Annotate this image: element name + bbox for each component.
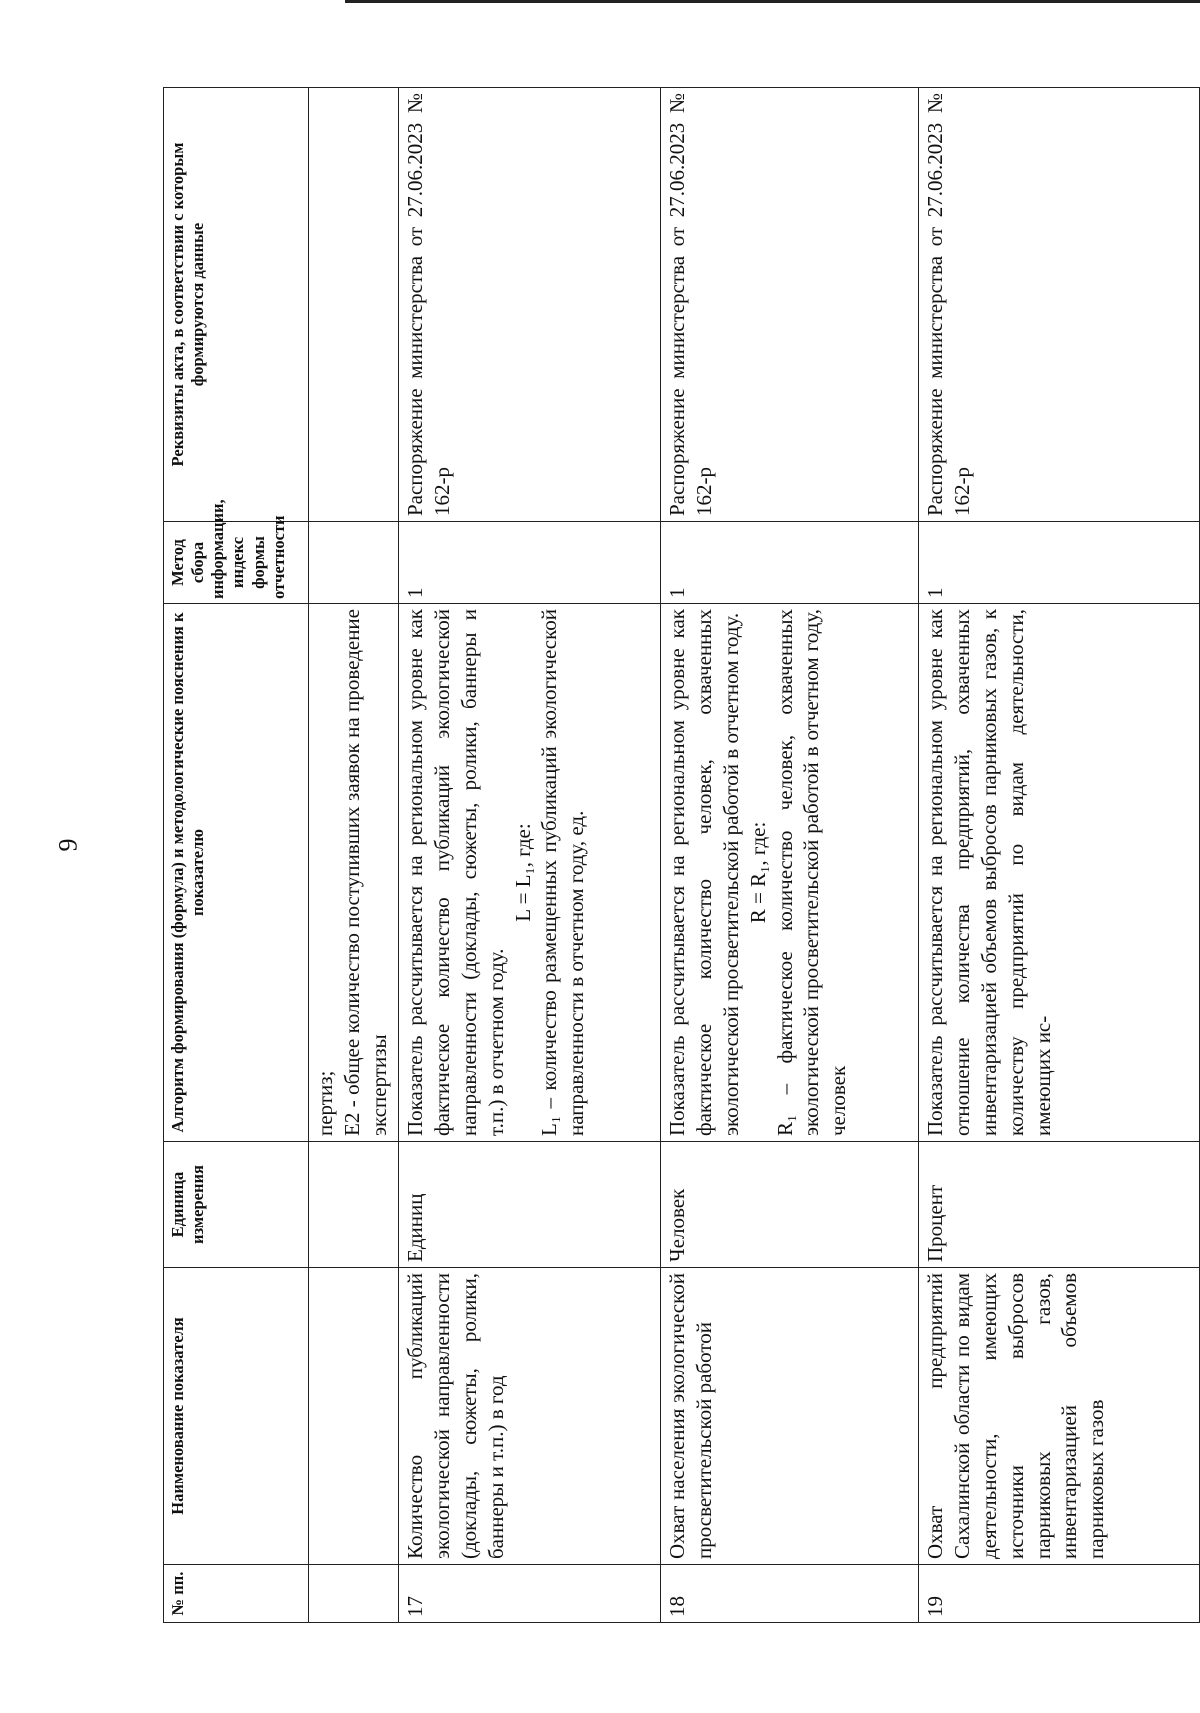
formula: R = R₁, где: [745,821,770,924]
indicator-table [163,87,1200,1623]
cell-unit [309,1142,399,1268]
cell-unit: Процент [919,1142,1200,1268]
table-row-continuation [309,88,399,1623]
header-row [164,88,309,1623]
cell-name: Количество публикаций экологической направленности (доклады, сюжеты, ролики, баннеры и т.п.) в год [399,1268,661,1565]
cell-name: Охват населения экологической просветительской работой [661,1268,919,1565]
algo-text: Показатель рассчитывается на региональном уровне как фактическое количество человек, охваченных экологической просветительской работой в отчетном году. [665,609,743,1136]
cell-algorithm [919,604,1200,1142]
cell-unit: Человек [661,1142,919,1268]
header-num: № пп. [164,1565,309,1623]
cell-act: Распоряжение министерства от 27.06.2023 № 162-р [661,88,919,522]
algo-line: пертиз; [313,1070,337,1136]
cell-method: 1 [399,522,661,604]
table-row [919,88,1200,1623]
table-row [661,88,919,1623]
header-act: Реквизиты акта, в соответствии с которым формируются данные [164,88,309,522]
top-border-line [345,0,1200,3]
formula: L = L₁, где: [510,823,535,922]
header-method: Метод сбора информации, индекс формы отчетности [164,522,309,604]
header-name: Наименование показателя [164,1268,309,1565]
cell-num: 17 [399,1565,661,1623]
cell-algorithm [309,604,399,1142]
algo-text: L₁ – количество размещенных публикаций экологической направленности в отчетном году, ед. [537,609,589,1136]
indicator-table-container [163,88,1199,1623]
table-row [399,88,661,1623]
cell-algorithm [661,604,919,1142]
cell-method [309,522,399,604]
algo-text: R₁ – фактическое количество человек, охваченных экологической просветительской работой в отчетном году, человек [772,609,851,1136]
page-number: 9 [53,838,83,852]
cell-algorithm [399,604,661,1142]
cell-name: Охват предприятий Сахалинской области по видам деятельности, имеющих источники выбросов парниковых газов, инвентаризацией объемов парниковых газов [919,1268,1200,1565]
cell-num: 19 [919,1565,1200,1623]
cell-method: 1 [661,522,919,604]
header-algorithm: Алгоритм формирования (формула) и методологические пояснения к показателю [164,604,309,1142]
algo-text: Показатель рассчитывается на региональном уровне как фактическое количество публикаций экологической направленности (доклады, сюжеты, ролики, баннеры и т.п.) в отчетном году. [403,609,508,1136]
algo-text: Показатель рассчитывается на региональном уровне как отношение количества предприятий, охваченных инвентаризацией объемов выбросов парниковых газов, к количеству предприятий по видам деятельности, имеющих ис- [923,609,1055,1136]
cell-act: Распоряжение министерства от 27.06.2023 № 162-р [399,88,661,522]
cell-method: 1 [919,522,1200,604]
cell-num: 18 [661,1565,919,1623]
cell-num [309,1565,399,1623]
cell-name [309,1268,399,1565]
header-unit: Единица измерения [164,1142,309,1268]
cell-act [309,88,399,522]
algo-line: Е2 - общее количество поступивших заявок на проведение экспертизы [339,609,391,1136]
cell-unit: Единиц [399,1142,661,1268]
cell-act: Распоряжение министерства от 27.06.2023 № 162-р [919,88,1200,522]
